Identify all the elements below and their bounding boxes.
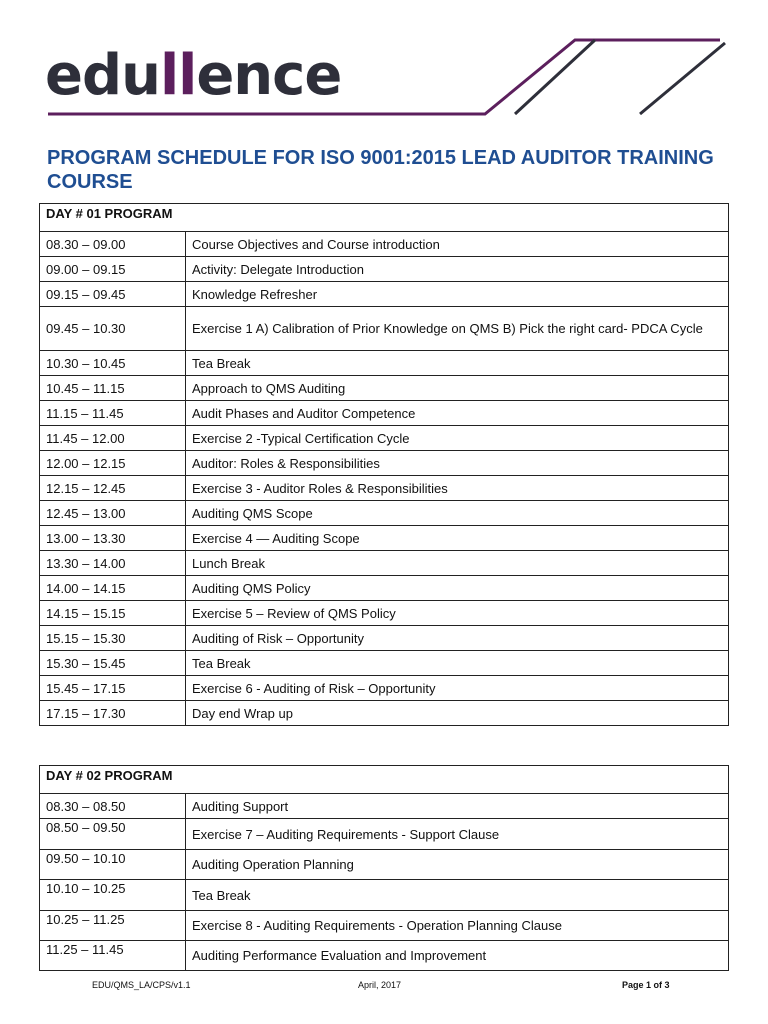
time-cell: 11.15 – 11.45	[40, 401, 186, 426]
time-cell: 09.00 – 09.15	[40, 257, 186, 282]
table-row	[40, 626, 729, 651]
time-cell: 14.15 – 15.15	[40, 601, 186, 626]
activity-cell: Exercise 1 A) Calibration of Prior Knowledge on QMS B) Pick the right card- PDCA Cycle	[186, 307, 729, 351]
table-row	[40, 401, 729, 426]
time-cell: 13.30 – 14.00	[40, 551, 186, 576]
table-row	[40, 526, 729, 551]
day1-schedule-table	[39, 203, 729, 726]
activity-cell: Exercise 2 -Typical Certification Cycle	[186, 426, 729, 451]
time-cell: 14.00 – 14.15	[40, 576, 186, 601]
table-row	[40, 850, 729, 880]
table-row	[40, 451, 729, 476]
activity-cell: Auditing of Risk – Opportunity	[186, 626, 729, 651]
activity-cell: Auditing Performance Evaluation and Improvement	[186, 941, 729, 971]
table-row	[40, 476, 729, 501]
table-row	[40, 676, 729, 701]
activity-cell: Auditor: Roles & Responsibilities	[186, 451, 729, 476]
table-row	[40, 232, 729, 257]
day2-schedule-table	[39, 765, 729, 971]
activity-cell: Knowledge Refresher	[186, 282, 729, 307]
time-cell: 15.15 – 15.30	[40, 626, 186, 651]
time-cell: 10.45 – 11.15	[40, 376, 186, 401]
table-row	[40, 651, 729, 676]
activity-cell: Exercise 5 – Review of QMS Policy	[186, 601, 729, 626]
activity-cell: Day end Wrap up	[186, 701, 729, 726]
time-cell: 09.15 – 09.45	[40, 282, 186, 307]
table-row	[40, 551, 729, 576]
day2-heading: DAY # 02 PROGRAM	[40, 766, 729, 794]
activity-cell: Tea Break	[186, 880, 729, 911]
table-row	[40, 911, 729, 941]
time-cell: 15.45 – 17.15	[40, 676, 186, 701]
table-row	[40, 819, 729, 850]
table-row	[40, 351, 729, 376]
activity-cell: Auditing QMS Scope	[186, 501, 729, 526]
activity-cell: Audit Phases and Auditor Competence	[186, 401, 729, 426]
time-cell: 10.30 – 10.45	[40, 351, 186, 376]
table-row	[40, 601, 729, 626]
time-cell: 12.00 – 12.15	[40, 451, 186, 476]
company-logo: edullence	[45, 43, 342, 108]
document-header	[0, 0, 768, 130]
table-row	[40, 307, 729, 351]
activity-cell: Exercise 3 - Auditor Roles & Responsibilities	[186, 476, 729, 501]
activity-cell: Exercise 4 — Auditing Scope	[186, 526, 729, 551]
time-cell: 08.30 – 08.50	[40, 794, 186, 819]
table-row	[40, 701, 729, 726]
footer-doc-code: EDU/QMS_LA/CPS/v1.1	[92, 980, 191, 990]
time-cell: 09.45 – 10.30	[40, 307, 186, 351]
table-row	[40, 576, 729, 601]
activity-cell: Exercise 7 – Auditing Requirements - Support Clause	[186, 819, 729, 850]
activity-cell: Tea Break	[186, 351, 729, 376]
time-cell: 11.45 – 12.00	[40, 426, 186, 451]
page-title: PROGRAM SCHEDULE FOR ISO 9001:2015 LEAD AUDITOR TRAINING COURSE	[47, 147, 714, 193]
activity-cell: Tea Break	[186, 651, 729, 676]
day1-heading: DAY # 01 PROGRAM	[40, 204, 729, 232]
time-cell: 12.45 – 13.00	[40, 501, 186, 526]
time-cell: 13.00 – 13.30	[40, 526, 186, 551]
activity-cell: Approach to QMS Auditing	[186, 376, 729, 401]
activity-cell: Auditing QMS Policy	[186, 576, 729, 601]
table-row	[40, 941, 729, 971]
activity-cell: Exercise 8 - Auditing Requirements - Operation Planning Clause	[186, 911, 729, 941]
time-cell: 15.30 – 15.45	[40, 651, 186, 676]
activity-cell: Course Objectives and Course introduction	[186, 232, 729, 257]
activity-cell: Auditing Support	[186, 794, 729, 819]
activity-cell: Auditing Operation Planning	[186, 850, 729, 880]
table-row	[40, 257, 729, 282]
activity-cell: Exercise 6 - Auditing of Risk – Opportunity	[186, 676, 729, 701]
time-cell: 08.30 – 09.00	[40, 232, 186, 257]
time-cell: 12.15 – 12.45	[40, 476, 186, 501]
activity-cell: Lunch Break	[186, 551, 729, 576]
table-row	[40, 426, 729, 451]
day1-heading-row	[40, 204, 729, 232]
table-row	[40, 501, 729, 526]
time-cell: 11.25 – 11.45	[40, 941, 186, 971]
day2-heading-row	[40, 766, 729, 794]
footer-page-number: Page 1 of 3	[622, 980, 670, 990]
table-row	[40, 282, 729, 307]
table-row	[40, 376, 729, 401]
time-cell: 08.50 – 09.50	[40, 819, 186, 850]
footer-date: April, 2017	[358, 980, 402, 990]
table-row	[40, 794, 729, 819]
table-row	[40, 880, 729, 911]
time-cell: 09.50 – 10.10	[40, 850, 186, 880]
time-cell: 10.10 – 10.25	[40, 880, 186, 911]
activity-cell: Activity: Delegate Introduction	[186, 257, 729, 282]
time-cell: 10.25 – 11.25	[40, 911, 186, 941]
time-cell: 17.15 – 17.30	[40, 701, 186, 726]
